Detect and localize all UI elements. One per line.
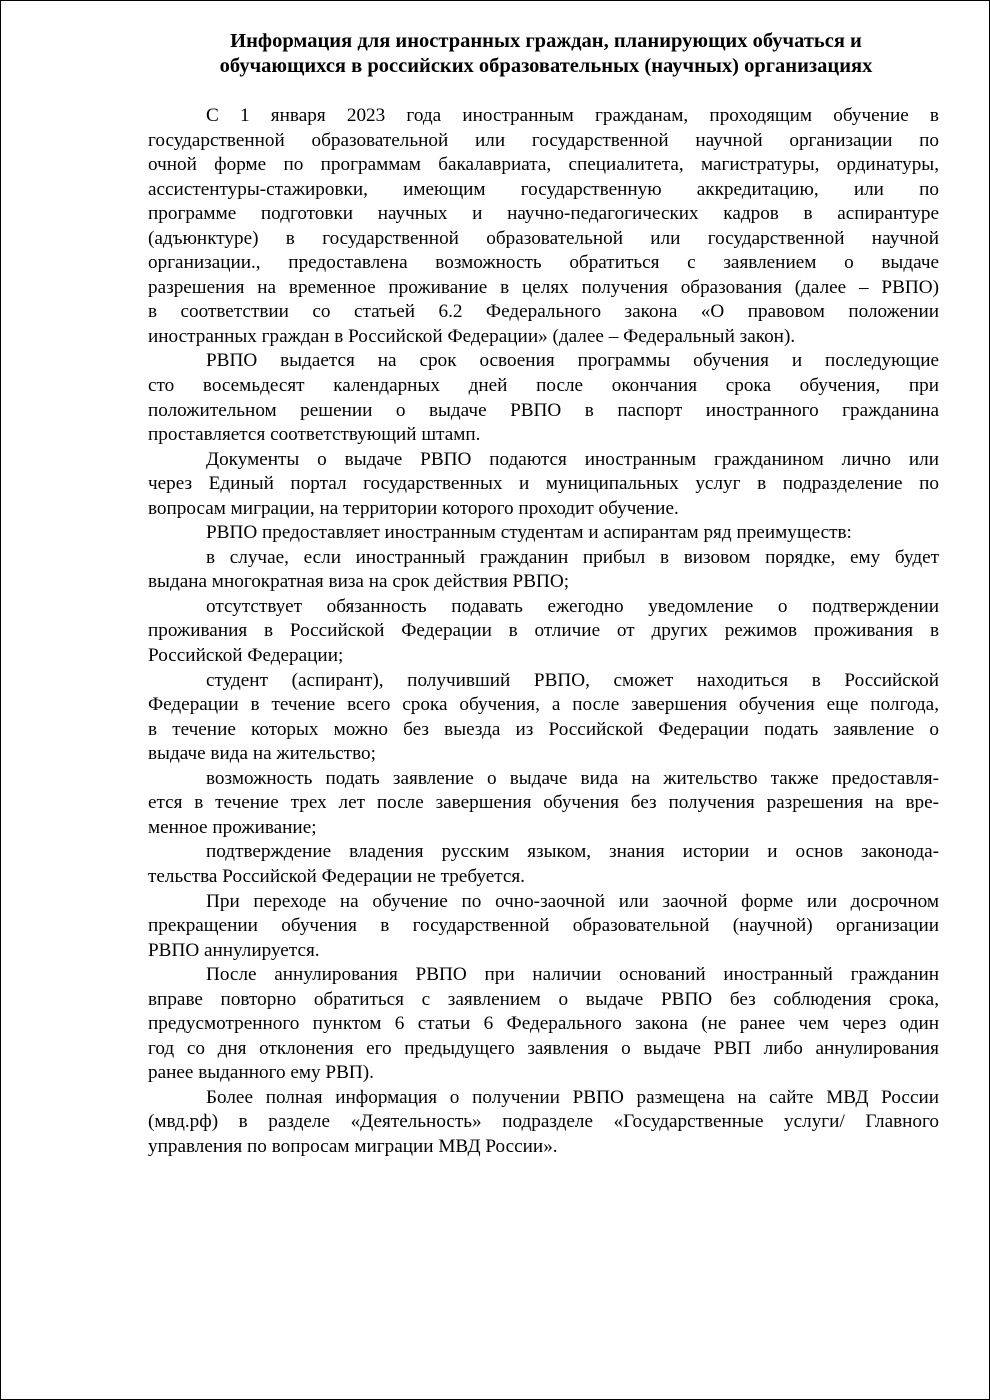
- text-line: тельства Российской Федерации не требуется.: [148, 865, 525, 887]
- text-line: иностранных граждан в Российской Федерации» (далее – Федеральный закон).: [148, 325, 796, 347]
- text-line: год со дня отклонения его предыдущего заявления о выдаче РВП либо аннулирования: [148, 1037, 939, 1059]
- text-line: положительном решении о выдаче РВПО в паспорт иностранного гражданина: [148, 399, 939, 421]
- text-line: РВПО выдается на срок освоения программы обучения и последующие: [206, 350, 939, 372]
- text-line: ассистентуры-стажировки, имеющим государственную аккредитацию, или по: [148, 178, 939, 200]
- text-line: очной форме по программам бакалавриата, специалитета, магистратуры, ординатуры,: [148, 154, 939, 176]
- text-line: управления по вопросам миграции МВД России».: [148, 1135, 558, 1157]
- text-line: разрешения на временное проживание в целях получения образования (далее – РВПО): [148, 276, 939, 298]
- text-line: отсутствует обязанность подавать ежегодно уведомление о подтверждении: [206, 595, 939, 617]
- text-line: Российской Федерации;: [148, 645, 344, 667]
- paragraph: [148, 521, 939, 546]
- text-line: проживания в Российской Федерации в отличие от других режимов проживания в: [148, 620, 939, 642]
- paragraph: [148, 1086, 939, 1160]
- text-line: менное проживание;: [148, 816, 317, 838]
- paragraph: [148, 595, 939, 669]
- text-line: организации., предоставлена возможность обратиться с заявлением о выдаче: [148, 252, 939, 274]
- paragraph: [148, 448, 939, 522]
- text-line: студент (аспирант), получивший РВПО, сможет находиться в Российской: [206, 669, 939, 691]
- text-line: (адъюнктуре) в государственной образовательной или государственной научной: [148, 227, 939, 249]
- text-line: в случае, если иностранный гражданин прибыл в визовом порядке, ему будет: [206, 546, 939, 568]
- text-line: Документы о выдаче РВПО подаются иностранным гражданином лично или: [206, 448, 939, 470]
- text-line: ется в течение трех лет после завершения обучения без получения разрешения на вре-: [148, 792, 939, 814]
- paragraph: [148, 669, 939, 767]
- text-line: прекращении обучения в государственной образовательной (научной) организации: [148, 915, 939, 937]
- text-line: выдана многократная виза на срок действия РВПО;: [148, 571, 570, 593]
- text-line: подтверждение владения русским языком, знания истории и основ законода-: [206, 841, 939, 863]
- paragraph: [148, 546, 939, 595]
- text-line: проставляется соответствующий штамп.: [148, 424, 481, 446]
- document-body: [148, 104, 939, 1160]
- text-line: программе подготовки научных и научно-педагогических кадров в аспирантуре: [148, 203, 939, 225]
- text-line: в течение которых можно без выезда из Российской Федерации подать заявление о: [148, 718, 939, 740]
- text-line: (мвд.рф) в разделе «Деятельность» подразделе «Государственные услуги/ Главного: [148, 1111, 939, 1133]
- paragraph: [148, 890, 939, 964]
- text-line: Федерации в течение всего срока обучения, а после завершения обучения еще полгода,: [148, 694, 939, 716]
- title-line: Информация для иностранных граждан, планирующих обучаться и: [230, 30, 862, 52]
- text-line: Более полная информация о получении РВПО размещена на сайте МВД России: [206, 1086, 939, 1108]
- text-line: государственной образовательной или государственной научной организации по: [148, 129, 939, 151]
- text-line: сто восемьдесят календарных дней после окончания срока обучения, при: [148, 375, 939, 397]
- text-line: выдаче вида на жительство;: [148, 743, 376, 765]
- title-line: обучающихся в российских образовательных (научных) организациях: [219, 55, 873, 77]
- text-line: ранее выданного ему РВП).: [148, 1062, 374, 1084]
- text-line: через Единый портал государственных и муниципальных услуг в подразделение по: [148, 473, 939, 495]
- text-line: вопросам миграции, на территории которого проходит обучение.: [148, 497, 679, 519]
- text-line: РВПО аннулируется.: [148, 939, 320, 961]
- text-line: в соответствии со статьей 6.2 Федерального закона «О правовом положении: [148, 301, 939, 323]
- paragraph: [148, 963, 939, 1086]
- paragraph: [148, 767, 939, 841]
- document-title: [161, 29, 931, 79]
- text-line: вправе повторно обратиться с заявлением о выдаче РВПО без соблюдения срока,: [148, 988, 939, 1010]
- paragraph: [148, 840, 939, 889]
- paragraph: [148, 104, 939, 349]
- text-line: возможность подать заявление о выдаче вида на жительство также предоставля-: [206, 767, 939, 789]
- paragraph: [148, 349, 939, 447]
- text-line: РВПО предоставляет иностранным студентам и аспирантам ряд преимуществ:: [206, 522, 852, 544]
- text-line: После аннулирования РВПО при наличии оснований иностранный гражданин: [206, 964, 939, 986]
- text-line: При переходе на обучение по очно-заочной или заочной форме или досрочном: [206, 890, 939, 912]
- text-line: С 1 января 2023 года иностранным гражданам, проходящим обучение в: [206, 105, 939, 126]
- text-line: предусмотренного пунктом 6 статьи 6 Федерального закона (не ранее чем через один: [148, 1013, 939, 1035]
